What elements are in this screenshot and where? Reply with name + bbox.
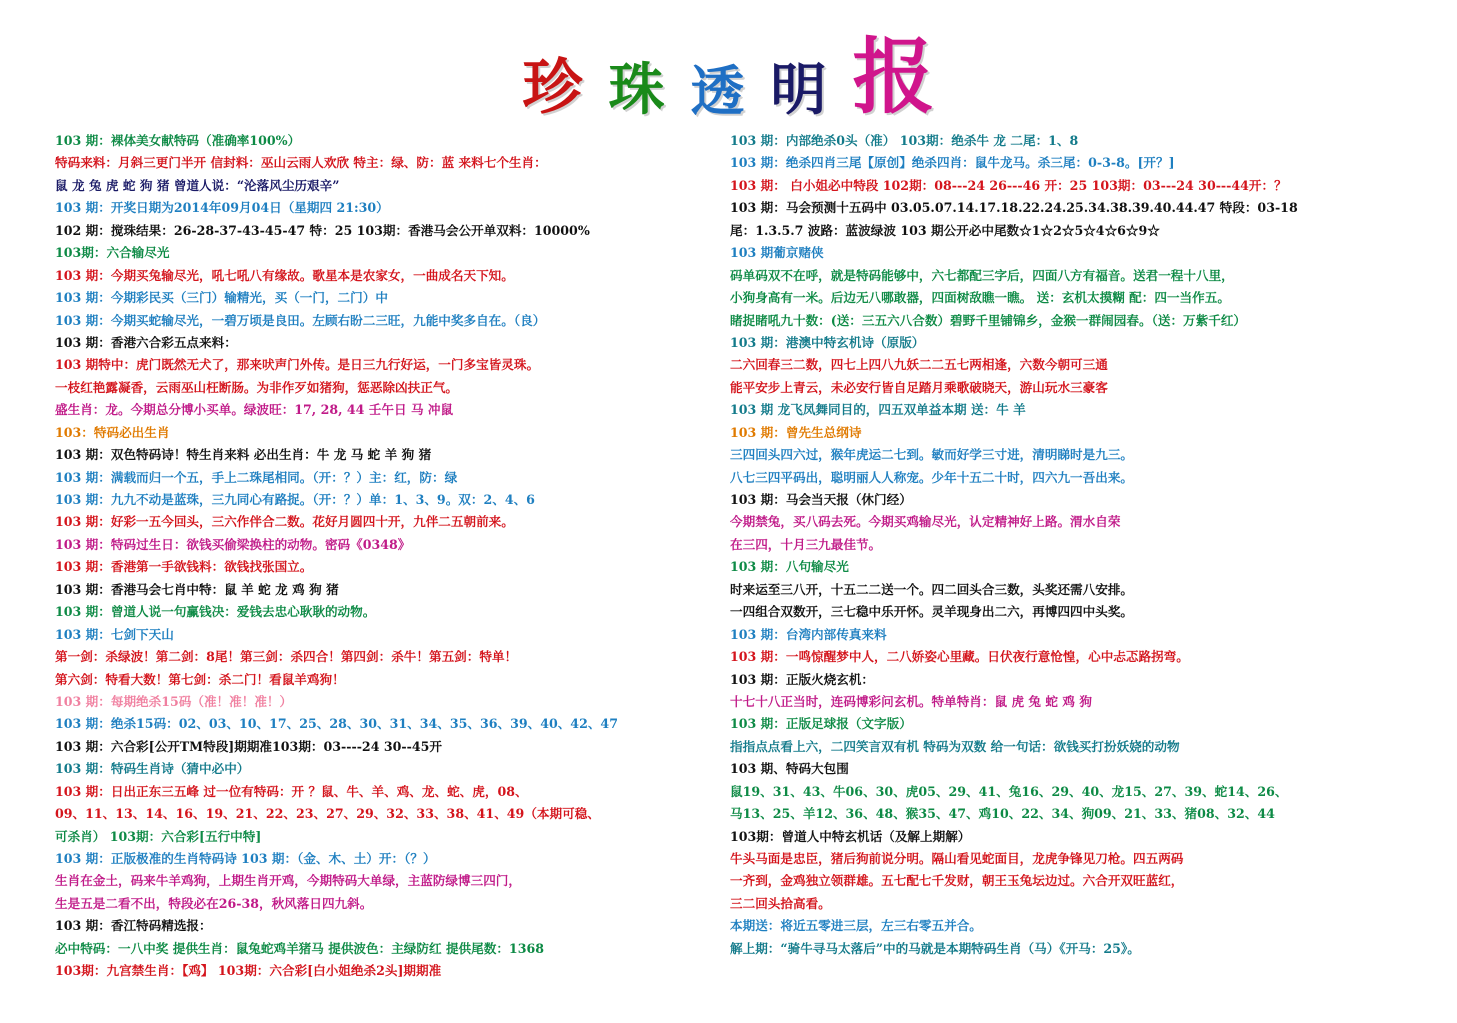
text-line: 103 期：今期彩民买（三门）输精光，买（一门，二门）中 — [55, 290, 388, 306]
text-line: 马13、25、羊12、36、48、猴35、47、鸡10、22、34、狗09、21、33、猪08、32、44 — [730, 806, 1275, 822]
text-line: 一齐到，金鸡独立领群雄。五七配七千发财，朝王玉兔坛边过。六合开双旺蓝红， — [730, 873, 1184, 889]
text-line: 生肖在金土，码来牛羊鸡狗，上期生肖开鸡，今期特码大单绿，主蓝防绿博三四门， — [55, 873, 521, 889]
text-line: 码单码双不在呼，就是特码能够中，六七都配三字后，四面八方有福音。送君一程十八里， — [730, 267, 1234, 283]
text-line: 第六剑：特看大数！第七剑：杀二门！看鼠羊鸡狗！ — [55, 671, 345, 687]
text-line: 103 期 龙飞凤舞同目的，四五双单益本期 送：牛 羊 — [730, 402, 1026, 418]
newspaper-title — [0, 28, 1457, 125]
text-line: 可杀肖） 103期：六合彩[五行中特] — [55, 828, 262, 844]
title-char: 珠 — [608, 57, 665, 123]
text-line: 三二回头拾高看。 — [730, 895, 831, 911]
text-line: 103 期：一鸣惊醒梦中人，二八娇姿心里藏。日伏夜行意怆惶，心中忐忑路拐弯。 — [730, 649, 1189, 665]
text-line: 103 期：八句输尽光 — [730, 559, 849, 575]
text-line: 103期：六合输尽光 — [55, 245, 170, 261]
text-line: 103 期：曾道人说一句赢钱决：爱钱去忠心耿耿的动物。 — [55, 604, 376, 620]
text-line: 103 期：香港六合彩五点来料： — [55, 334, 237, 350]
text-line: 十七十八正当时，连码博彩问玄机。特单特肖：鼠 虎 兔 蛇 鸡 狗 — [730, 693, 1092, 709]
text-line: 小狗身高有一米。后边无八哪敢器，四面树敌瞧一瞧。 送：玄机太摸糊 配：四一当作五。 — [730, 290, 1230, 306]
title-char: 明 — [770, 57, 827, 123]
text-line: 三四回头四六过，猴年虎运二七到。敏而好学三寸进，清明睇时是九三。 — [730, 447, 1133, 463]
text-line: 生是五是二看不出，特段必在26-38，秋风落日四九斜。 — [55, 895, 373, 911]
title-char: 透 — [690, 59, 745, 123]
text-line: 一枝红艳露凝香，云雨巫山枉断肠。为非作歹如猪狗，惩恶除凶扶正气。 — [55, 379, 458, 395]
text-line: 103 期葡京赌侠 — [730, 245, 824, 261]
text-line: 103 期： 白小姐必中特段 102期：08---24 26---46 开：25 103期：03---24 30---44开：？ — [730, 177, 1287, 193]
text-line: 103 期：日出正东三五峰 过一位有特码：开 ？鼠、牛、羊、鸡、龙、蛇、虎，08、 — [55, 783, 528, 799]
text-line: 102 期：搅珠结果：26-28-37-43-45-47 特：25 103期：香港马会公开单双料：10000% — [55, 222, 590, 238]
text-line: 103 期：台湾内部传真来料 — [730, 626, 887, 642]
text-line: 103：特码必出生肖 — [55, 424, 170, 440]
title-char: 珍 — [522, 53, 583, 123]
text-line: 能平安步上青云，未必安行皆自足踏月乘歌破晓天，游山玩水三豪客 — [730, 379, 1108, 395]
text-line: 解上期：“骑牛寻马太落后”中的马就是本期特码生肖（马）《开马：25》。 — [730, 940, 1140, 956]
text-line: 时来运至三八开，十五二二送一个。四二回头合三数，头奖还需八安排。 — [730, 581, 1133, 597]
text-line: 103 期：满载而归一个五，手上二珠尾相同。（开：？）主：红，防：绿 — [55, 469, 458, 485]
text-line: 103 期：香江特码精选报： — [55, 918, 212, 934]
text-line: 盛生肖：龙。今期总分博小买单。绿波旺：17, 28, 44 壬午日 马 冲鼠 — [55, 402, 454, 418]
text-line: 103 期：港澳中特玄机诗（原版） — [730, 334, 925, 350]
text-line: 103 期：今期买蛇输尽光，一碧万顷是良田。左顾右盼二三旺，九能中奖多自在。（良） — [55, 312, 546, 328]
text-line: 103 期：香港第一手欲钱料：欲钱找张国立。 — [55, 559, 313, 575]
text-line: 鼠 龙 兔 虎 蛇 狗 猪 曾道人说：“沦落风尘历艰辛” — [55, 177, 340, 193]
text-line: 103 期：双色特码诗！特生肖来料 必出生肖：牛 龙 马 蛇 羊 狗 猪 — [55, 447, 432, 463]
text-line: 必中特码：一八中奖 提供生肖：鼠兔蛇鸡羊猪马 提供波色：主绿防红 提供尾数：1368 — [55, 940, 544, 956]
text-line: 鼠19、31、43、牛06、30、虎05、29、41、兔16、29、40、龙15、27、39、蛇14、26、 — [730, 783, 1288, 799]
text-line: 103 期：特码过生日：欲钱买偷梁换柱的动物。密码《0348》 — [55, 536, 411, 552]
text-line: 103 期：正版极准的生肖特码诗 103 期：（金、木、土）开：（？） — [55, 851, 436, 866]
text-line: 一四组合双数开，三七稳中乐开怀。灵羊现身出二六，再博四四中头奖。 — [730, 604, 1133, 620]
text-line: 指指点点看上六，二四笑言双有机 特码为双数 给一句话：欲钱买打扮妖娆的动物 — [730, 738, 1180, 754]
text-line: 103 期：开奖日期为2014年09月04日（星期四 21:30） — [55, 200, 389, 216]
text-line: 09、11、13、14、16、19、21、22、23、27、29、32、33、38、41、49（本期可稳、 — [55, 806, 600, 822]
text-line: 103 期：正版足球报（文字版） — [730, 716, 912, 732]
right-column — [730, 130, 1430, 960]
text-line: 睹捉睹吼九十数：(送：三五六八合数）碧野千里铺锦乡，金猴一群闹园春。（送：万紫千红） — [730, 312, 1247, 328]
text-line: 本期送：将近五零进三层，左三右零五并合。 — [730, 918, 982, 934]
text-line: 103 期：马会预测十五码中 03.05.07.14.17.18.22.24.25.34.38.39.40.44.47 特段：03-18 — [730, 200, 1298, 216]
text-line: 103 期：每期绝杀15码（准！准！准！） — [55, 693, 293, 709]
text-line: 八七三四平码出，聪明丽人人称宠。少年十五二十时，四六九一吾出来。 — [730, 469, 1133, 485]
text-line: 103 期：裸体美女献特码（准确率100%） — [55, 133, 301, 148]
text-line: 103 期：九九不动是蓝珠，三九同心有路捉。（开：？）单：1、3、9。双：2、4、6 — [55, 492, 535, 507]
text-line: 103 期：特码生肖诗（猜中必中） — [55, 761, 250, 777]
text-line: 103 期：马会当天报（休门经） — [730, 492, 912, 507]
text-line: 特码来料：月斜三更门半开 信封料：巫山云雨人欢欣 特主：绿、防：蓝 来料七个生肖： — [55, 155, 547, 171]
left-column — [55, 130, 695, 983]
text-line: 尾：1.3.5.7 波路：蓝波绿波 103 期公开必中尾数☆1☆2☆5☆4☆6☆9☆ — [730, 222, 1160, 238]
text-line: 103 期：七剑下天山 — [55, 626, 174, 642]
text-line: 103期：九宫禁生肖：【鸡】 103期：六合彩[白小姐绝杀2头]期期准 — [55, 963, 442, 979]
text-line: 103 期：曾先生总纲诗 — [730, 424, 862, 440]
text-line: 103 期：绝杀15码：02、03、10、17、25、28、30、31、34、35、36、39、40、42、47 — [55, 716, 618, 732]
text-line: 103 期：正版火烧玄机： — [730, 671, 875, 687]
text-line: 103 期特中：虎门既然无犬了，那来吠声门外传。是日三九行好运，一门多宝皆灵珠。 — [55, 357, 540, 373]
text-line: 牛头马面是忠臣，猪后狗前说分明。隔山看见蛇面目，龙虎争锋见刀枪。四五两码 — [730, 851, 1184, 866]
text-line: 103 期：今期买兔输尽光，吼七吼八有缘故。歌星本是农家女，一曲成名天下知。 — [55, 267, 514, 283]
text-line: 103 期：绝杀四肖三尾【原创】绝杀四肖：鼠牛龙马。杀三尾：0-3-8。[开？] — [730, 155, 1175, 171]
text-line: 103 期：六合彩[公开TM特段]期期准103期：03----24 30--45开 — [55, 738, 442, 754]
text-line: 今期禁兔，买八码去死。今期买鸡输尽光，认定精神好上路。渭水自荣 — [730, 514, 1121, 530]
text-line: 103 期：内部绝杀0头（准） 103期：绝杀牛 龙 二尾：1、8 — [730, 133, 1079, 148]
text-line: 103 期：香港马会七肖中特：鼠 羊 蛇 龙 鸡 狗 猪 — [55, 581, 339, 597]
text-line: 二六回春三二数，四七上四八九妖二二五七两相逢，六数今朝可三通 — [730, 357, 1108, 373]
text-line: 103 期：好彩一五今回头，三六作伴合二数。花好月圆四十开，九伴二五朝前来。 — [55, 514, 514, 530]
text-line: 在三四，十月三九最佳节。 — [730, 536, 882, 552]
title-char: 报 — [852, 29, 935, 125]
text-line: 103 期、特码大包围 — [730, 761, 849, 777]
text-line: 103期：曾道人中特玄机话（及解上期解） — [730, 828, 971, 844]
text-line: 第一剑：杀绿波！第二剑：8尾！第三剑：杀四合！第四剑：杀牛！第五剑：特单！ — [55, 649, 518, 665]
